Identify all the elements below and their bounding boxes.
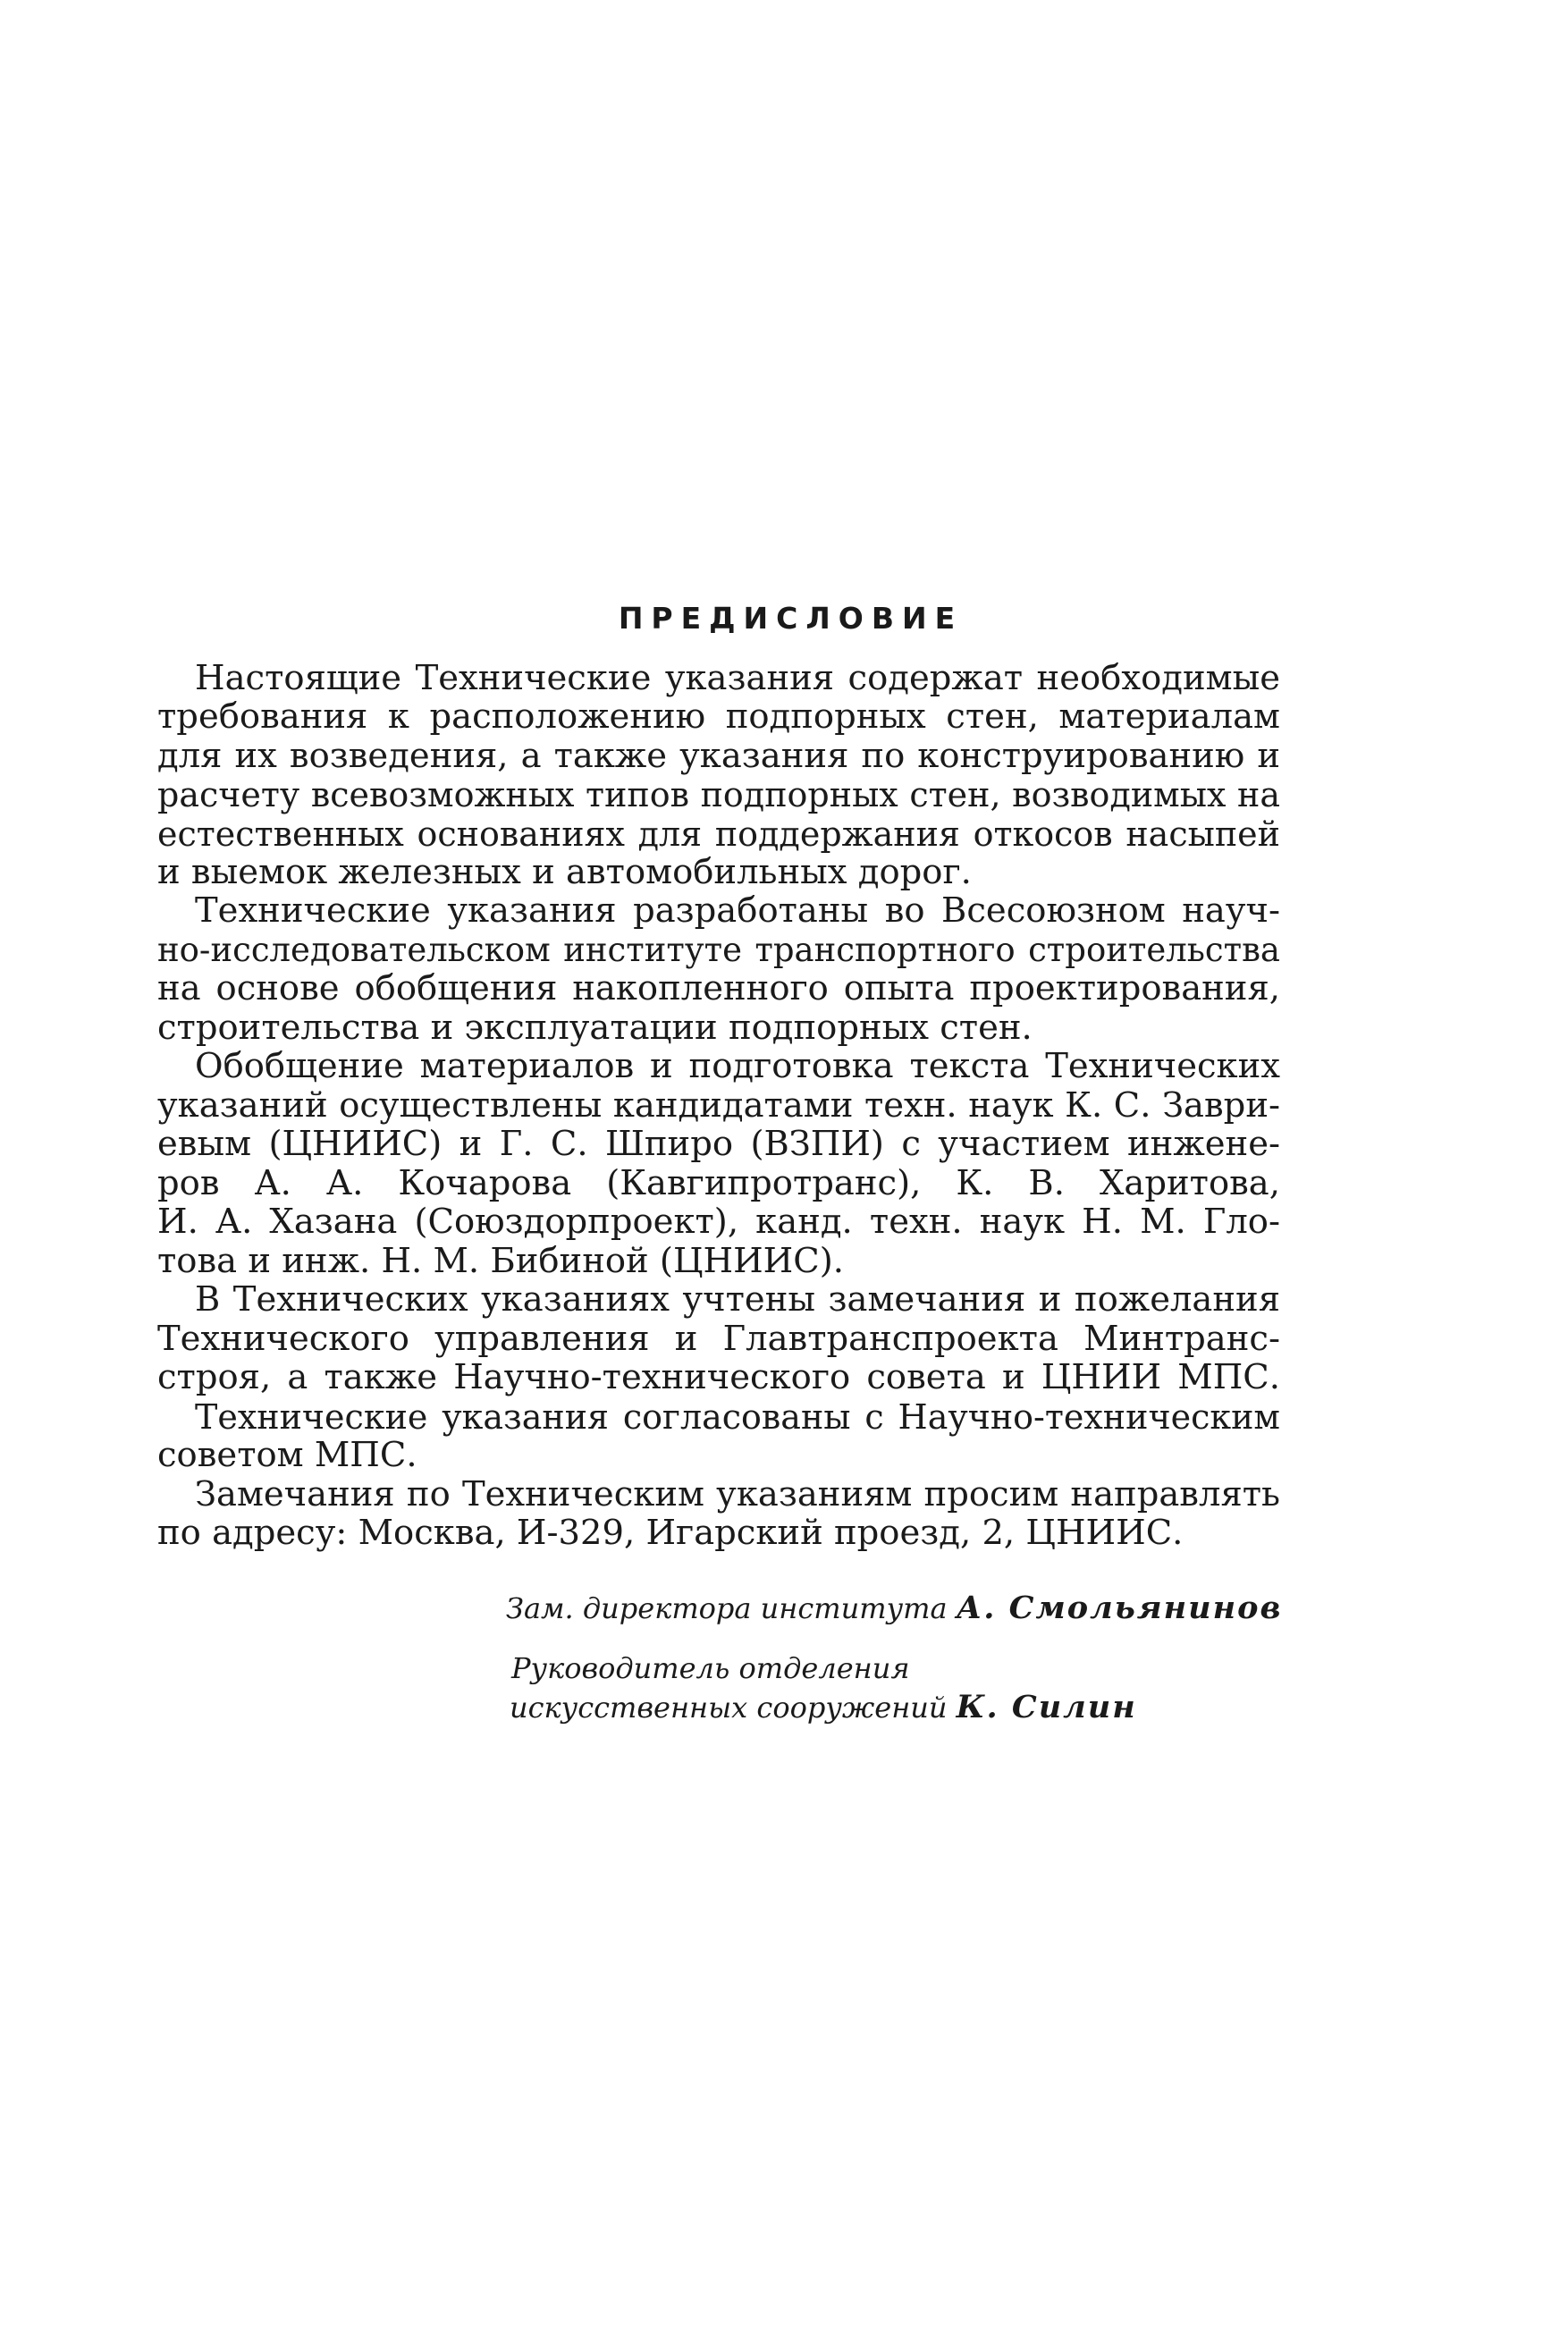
text-line: И. А. Хазана (Союздорпроект), канд. техн. наук Н. М. Гло- — [157, 1202, 1280, 1242]
text-line: расчету всевозможных типов подпорных стен, возводимых на — [157, 775, 1280, 814]
text-line: требования к расположению подпорных стен, материалам — [157, 696, 1280, 737]
text-line: для их возведения, а также указания по конструированию и — [157, 736, 1280, 776]
text-line: В Технических указаниях учтены замечания и пожелания — [195, 1279, 1280, 1320]
signature-department-head-line2 — [510, 1691, 1137, 1723]
text-line: Обобщение материалов и подготовка текста Технических — [195, 1046, 1280, 1086]
signature-department-head-line1 — [511, 1651, 910, 1685]
text-line: естественных основаниях для поддержания откосов насыпей — [157, 814, 1280, 854]
text-line: на основе обобщения накопленного опыта проектирования, — [157, 968, 1280, 1008]
text-line: строя, а также Научно-технического совета и ЦНИИ МПС. — [157, 1357, 1280, 1397]
text-line: ров А. А. Кочарова (Кавгипротранс), К. В. Харитова, — [157, 1163, 1280, 1203]
signature-name: А. Смольянинов — [956, 1590, 1283, 1626]
signature-role: искусственных сооружений — [510, 1691, 948, 1725]
page-heading: ПРЕДИСЛОВИЕ — [618, 601, 964, 636]
text-line: Замечания по Техническим указаниям просим направлять — [195, 1474, 1280, 1514]
signature-role: Зам. директора института — [506, 1591, 948, 1625]
text-line: Технические указания согласованы с Научно-техническим — [195, 1397, 1280, 1437]
text-line: указаний осуществлены кандидатами техн. наук К. С. Заври- — [157, 1085, 1280, 1126]
signature-name: К. Силин — [956, 1689, 1137, 1725]
text-line: советом МПС. — [157, 1435, 417, 1475]
text-line: евым (ЦНИИС) и Г. С. Шпиро (ВЗПИ) с участием инжене- — [157, 1124, 1280, 1164]
text-line: Технические указания разработаны во Всесоюзном науч- — [195, 890, 1280, 931]
text-line: но-исследовательском институте транспортного строительства — [157, 931, 1280, 969]
signature-director — [506, 1592, 1282, 1624]
signature-role: Руководитель отделения — [511, 1651, 910, 1685]
text-line: и выемок железных и автомобильных дорог. — [157, 852, 972, 892]
text-line: Настоящие Технические указания содержат необходимые — [195, 658, 1280, 698]
text-line: това и инж. Н. М. Бибиной (ЦНИИС). — [157, 1241, 844, 1281]
text-line: по адресу: Москва, И-329, Игарский проезд, 2, ЦНИИС. — [157, 1513, 1184, 1553]
text-line: Технического управления и Главтранспроекта Минтранс- — [157, 1319, 1280, 1359]
text-line: строительства и эксплуатации подпорных стен. — [157, 1008, 1033, 1048]
